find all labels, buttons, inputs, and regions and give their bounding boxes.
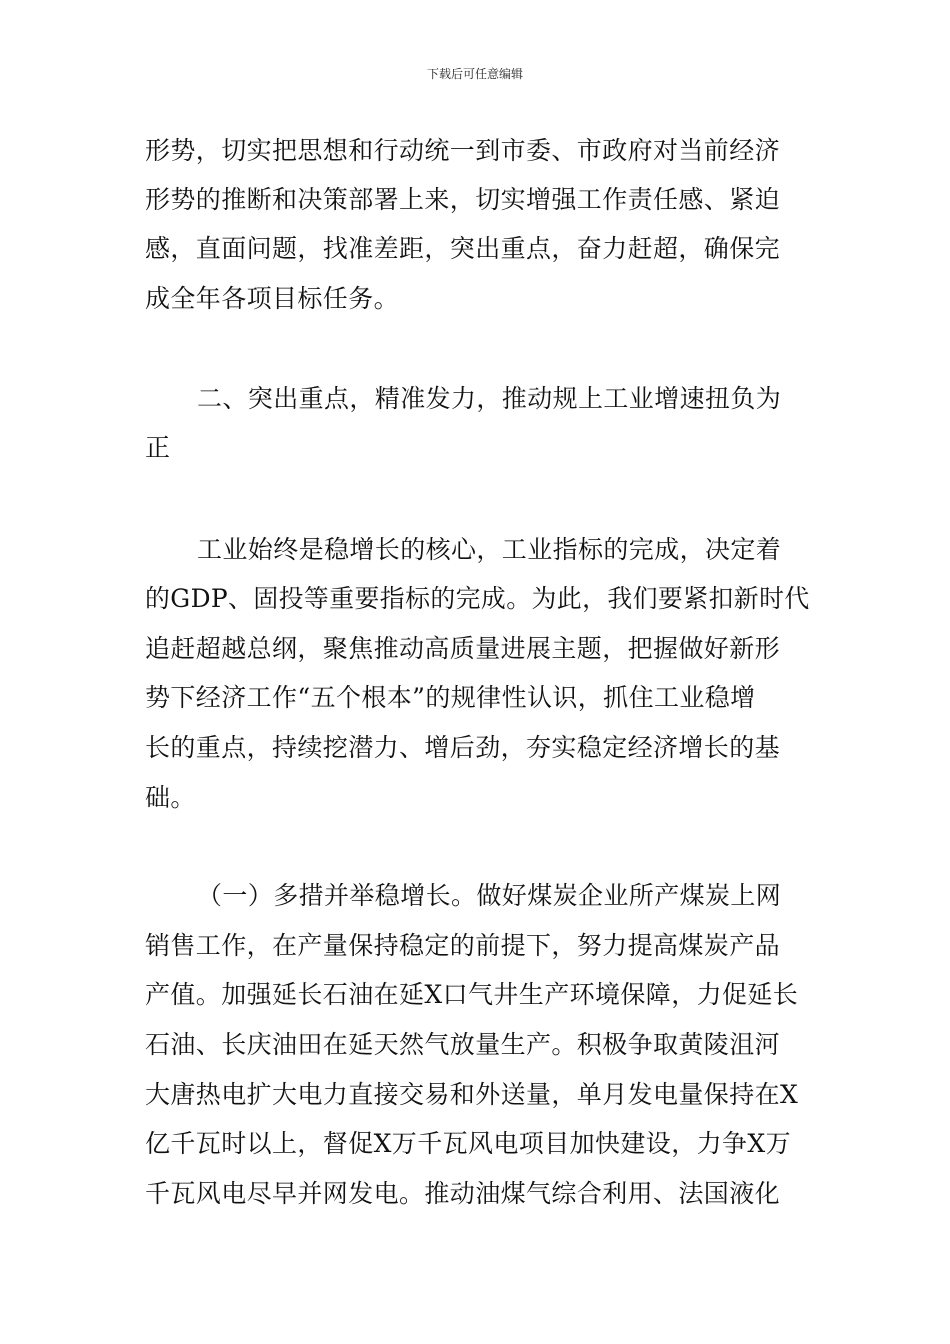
paragraph-line: 千瓦风电尽早并网发电。推动油煤气综合利用、法国液化 [145,1179,781,1208]
section-heading-line: 二、突出重点，精准发力，推动规上工业增速扭负为 [197,384,782,413]
paragraph-line: 追赶超越总纲，聚焦推动高质量进展主题，把握做好新形 [145,634,781,663]
paragraph-line: 形势的推断和决策部署上来，切实增强工作责任感、紧迫 [145,185,781,214]
paragraph-line: 长的重点，持续挖潜力、增后劲，夯实稳定经济增长的基 [145,733,781,762]
paragraph-line: 础。 [145,783,196,812]
paragraph-line: 形势，切实把思想和行动统一到市委、市政府对当前经济 [145,136,781,165]
paragraph-line: 成全年各项目标任务。 [145,284,400,313]
section-heading-line: 正 [145,433,171,462]
page-header: 下载后可任意编辑 [426,67,523,81]
paragraph-line: 石油、长庆油田在延天然气放量生产。积极争取黄陵沮河 [145,1030,781,1059]
paragraph-line: 大唐热电扩大电力直接交易和外送量，单月发电量保持在X [145,1080,799,1109]
paragraph-line: 工业始终是稳增长的核心，工业指标的完成，决定着 [197,535,782,564]
paragraph-line: （一）多措并举稳增长。做好煤炭企业所产煤炭上网 [197,881,782,910]
paragraph-line: 势下经济工作“五个根本”的规律性认识，抓住工业稳增 [145,683,756,712]
paragraph-line: 感，直面问题，找准差距，突出重点，奋力赶超，确保完 [145,234,781,263]
paragraph-line: 的GDP、固投等重要指标的完成。为此，我们要紧扣新时代 [145,584,810,613]
paragraph-line: 产值。加强延长石油在延X口气井生产环境保障，力促延长 [145,980,799,1009]
paragraph-line: 亿千瓦时以上，督促X万千瓦风电项目加快建设，力争X万 [145,1129,791,1158]
paragraph-line: 销售工作，在产量保持稳定的前提下，努力提高煤炭产品 [145,931,781,960]
